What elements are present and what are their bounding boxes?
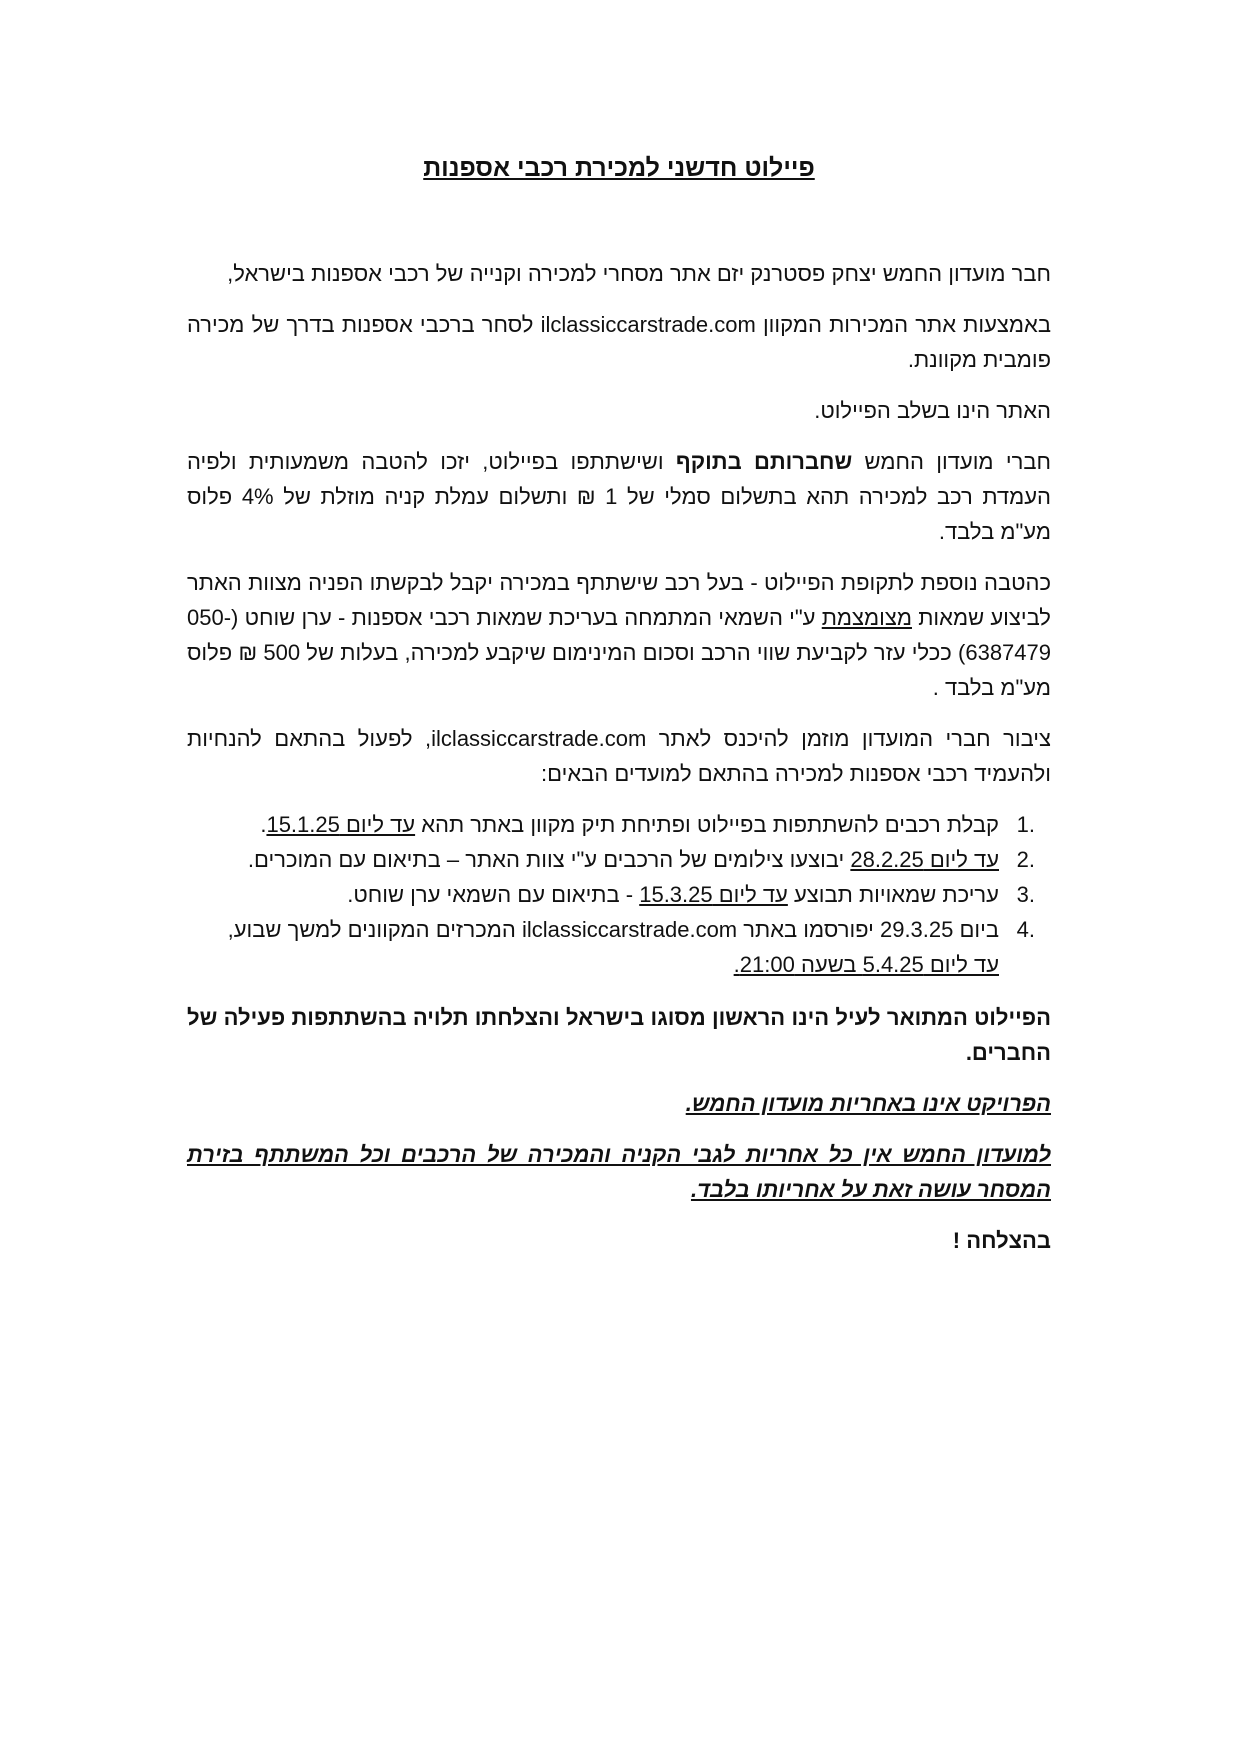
step-text-b: המכרזים המקוונים למשך שבוע, <box>227 917 516 942</box>
list-number: 3. <box>1016 882 1035 907</box>
step-deadline: עד ליום 28.2.25 <box>850 847 999 872</box>
paragraph-pilot-first <box>187 1000 1051 1070</box>
step-text: קבלת רכבים להשתתפות בפיילוט ופתיחת תיק מקוון באתר תהא <box>421 812 999 837</box>
list-item <box>187 877 1051 912</box>
list-item <box>187 842 1051 877</box>
benefit-bold: שחברותם בתוקף <box>675 449 853 474</box>
step-deadline: עד ליום 15.1.25 <box>266 812 416 837</box>
invitation-text-a: ציבור חברי המועדון מוזמן להיכנס לאתר <box>658 726 1051 751</box>
step-deadline: עד ליום 5.4.25 בשעה 21:00. <box>733 952 999 977</box>
document-title: פיילוט חדשני למכירת רכבי אספנות <box>423 154 815 182</box>
paragraph-disclaimer-2 <box>187 1137 1051 1207</box>
list-number: 1. <box>1016 812 1035 837</box>
pilot-first-text: הפיילוט המתואר לעיל הינו הראשון מסוגו בישראל והצלחתו תלויה בהשתתפות פעילה של החברים. <box>187 1005 1051 1065</box>
list-number: 2. <box>1016 847 1035 872</box>
closing-line <box>187 1223 1051 1258</box>
list-item <box>187 807 1051 842</box>
step-text: ביום 29.3.25 יפורסמו באתר <box>743 917 999 942</box>
step-end: . <box>260 812 267 837</box>
schedule-list <box>187 807 1051 982</box>
paragraph-disclaimer-1 <box>187 1086 1051 1121</box>
appraisal-underline: מצומצמת <box>821 605 912 630</box>
step-site-url: ilclassiccarstrade.com <box>521 917 738 942</box>
site-text-a: באמצעות אתר המכירות המקוון <box>762 312 1051 337</box>
site-url: ilclassiccarstrade.com <box>540 312 756 337</box>
invitation-text-b: , לפעול בהתאם להנחיות ולהעמיד רכבי אספנות למכירה בהתאם למועדים הבאים: <box>187 726 1051 786</box>
step-deadline: עד ליום 15.3.25 <box>639 882 788 907</box>
list-item <box>187 912 1051 982</box>
appraisal-text-b: ע"י השמאי המתמחה בעריכת שמאות רכבי אספנות - ערן שוחט (050-6387479) ככלי עזר לקביעת שווי הרכב וסכום המינימום שיקבע למכירה, בעלות של 500 ₪ פלוס מע"מ בלבד . <box>187 605 1051 700</box>
paragraph-pilot-stage <box>187 393 1051 428</box>
intro-text: חבר מועדון החמש יצחק פסטרנק יזם אתר מסחרי למכירה וקנייה של רכבי אספנות בישראל, <box>227 261 1051 286</box>
paragraph-intro <box>187 256 1051 291</box>
pilot-stage-text: האתר הינו בשלב הפיילוט. <box>814 398 1051 423</box>
paragraph-invitation <box>187 721 1051 791</box>
paragraph-benefit <box>187 444 1051 549</box>
document-body <box>187 150 1051 1274</box>
paragraph-site <box>187 307 1051 377</box>
site-text-b: לסחר ברכבי אספנות בדרך של מכירה פומבית מקוונת. <box>187 312 1051 372</box>
paragraph-appraisal <box>187 565 1051 705</box>
benefit-text-b: ושישתתפו בפיילוט, יזכו להטבה משמעותית ולפיה העמדת רכב למכירה תהא בתשלום סמלי של 1 ₪ ותשלום עמלת קניה מוזלת של 4% פלוס מע"מ בלבד. <box>187 449 1051 544</box>
appraisal-text-a: כהטבה נוספת לתקופת הפיילוט - בעל רכב שישתתף במכירה יקבל לבקשתו הפניה מצוות האתר לביצוע שמאות <box>187 570 1051 630</box>
disclaimer-2-text: למועדון החמש אין כל אחריות לגבי הקניה והמכירה של הרכבים וכל המשתתף בזירת המסחר עושה זאת על אחריותו בלבד. <box>187 1142 1051 1202</box>
benefit-text-a: חברי מועדון החמש <box>864 449 1051 474</box>
invitation-site-url: ilclassiccarstrade.com <box>431 726 647 751</box>
disclaimer-1-text: הפרויקט אינו באחריות מועדון החמש. <box>685 1091 1051 1116</box>
step-text: יבוצעו צילומים של הרכבים ע"י צוות האתר – בתיאום עם המוכרים. <box>247 847 845 872</box>
step-end: - בתיאום עם השמאי ערן שוחט. <box>347 882 634 907</box>
closing-text: בהצלחה ! <box>952 1228 1051 1253</box>
list-number: 4. <box>1016 917 1035 942</box>
step-text: עריכת שמאויות תבוצע <box>793 882 999 907</box>
